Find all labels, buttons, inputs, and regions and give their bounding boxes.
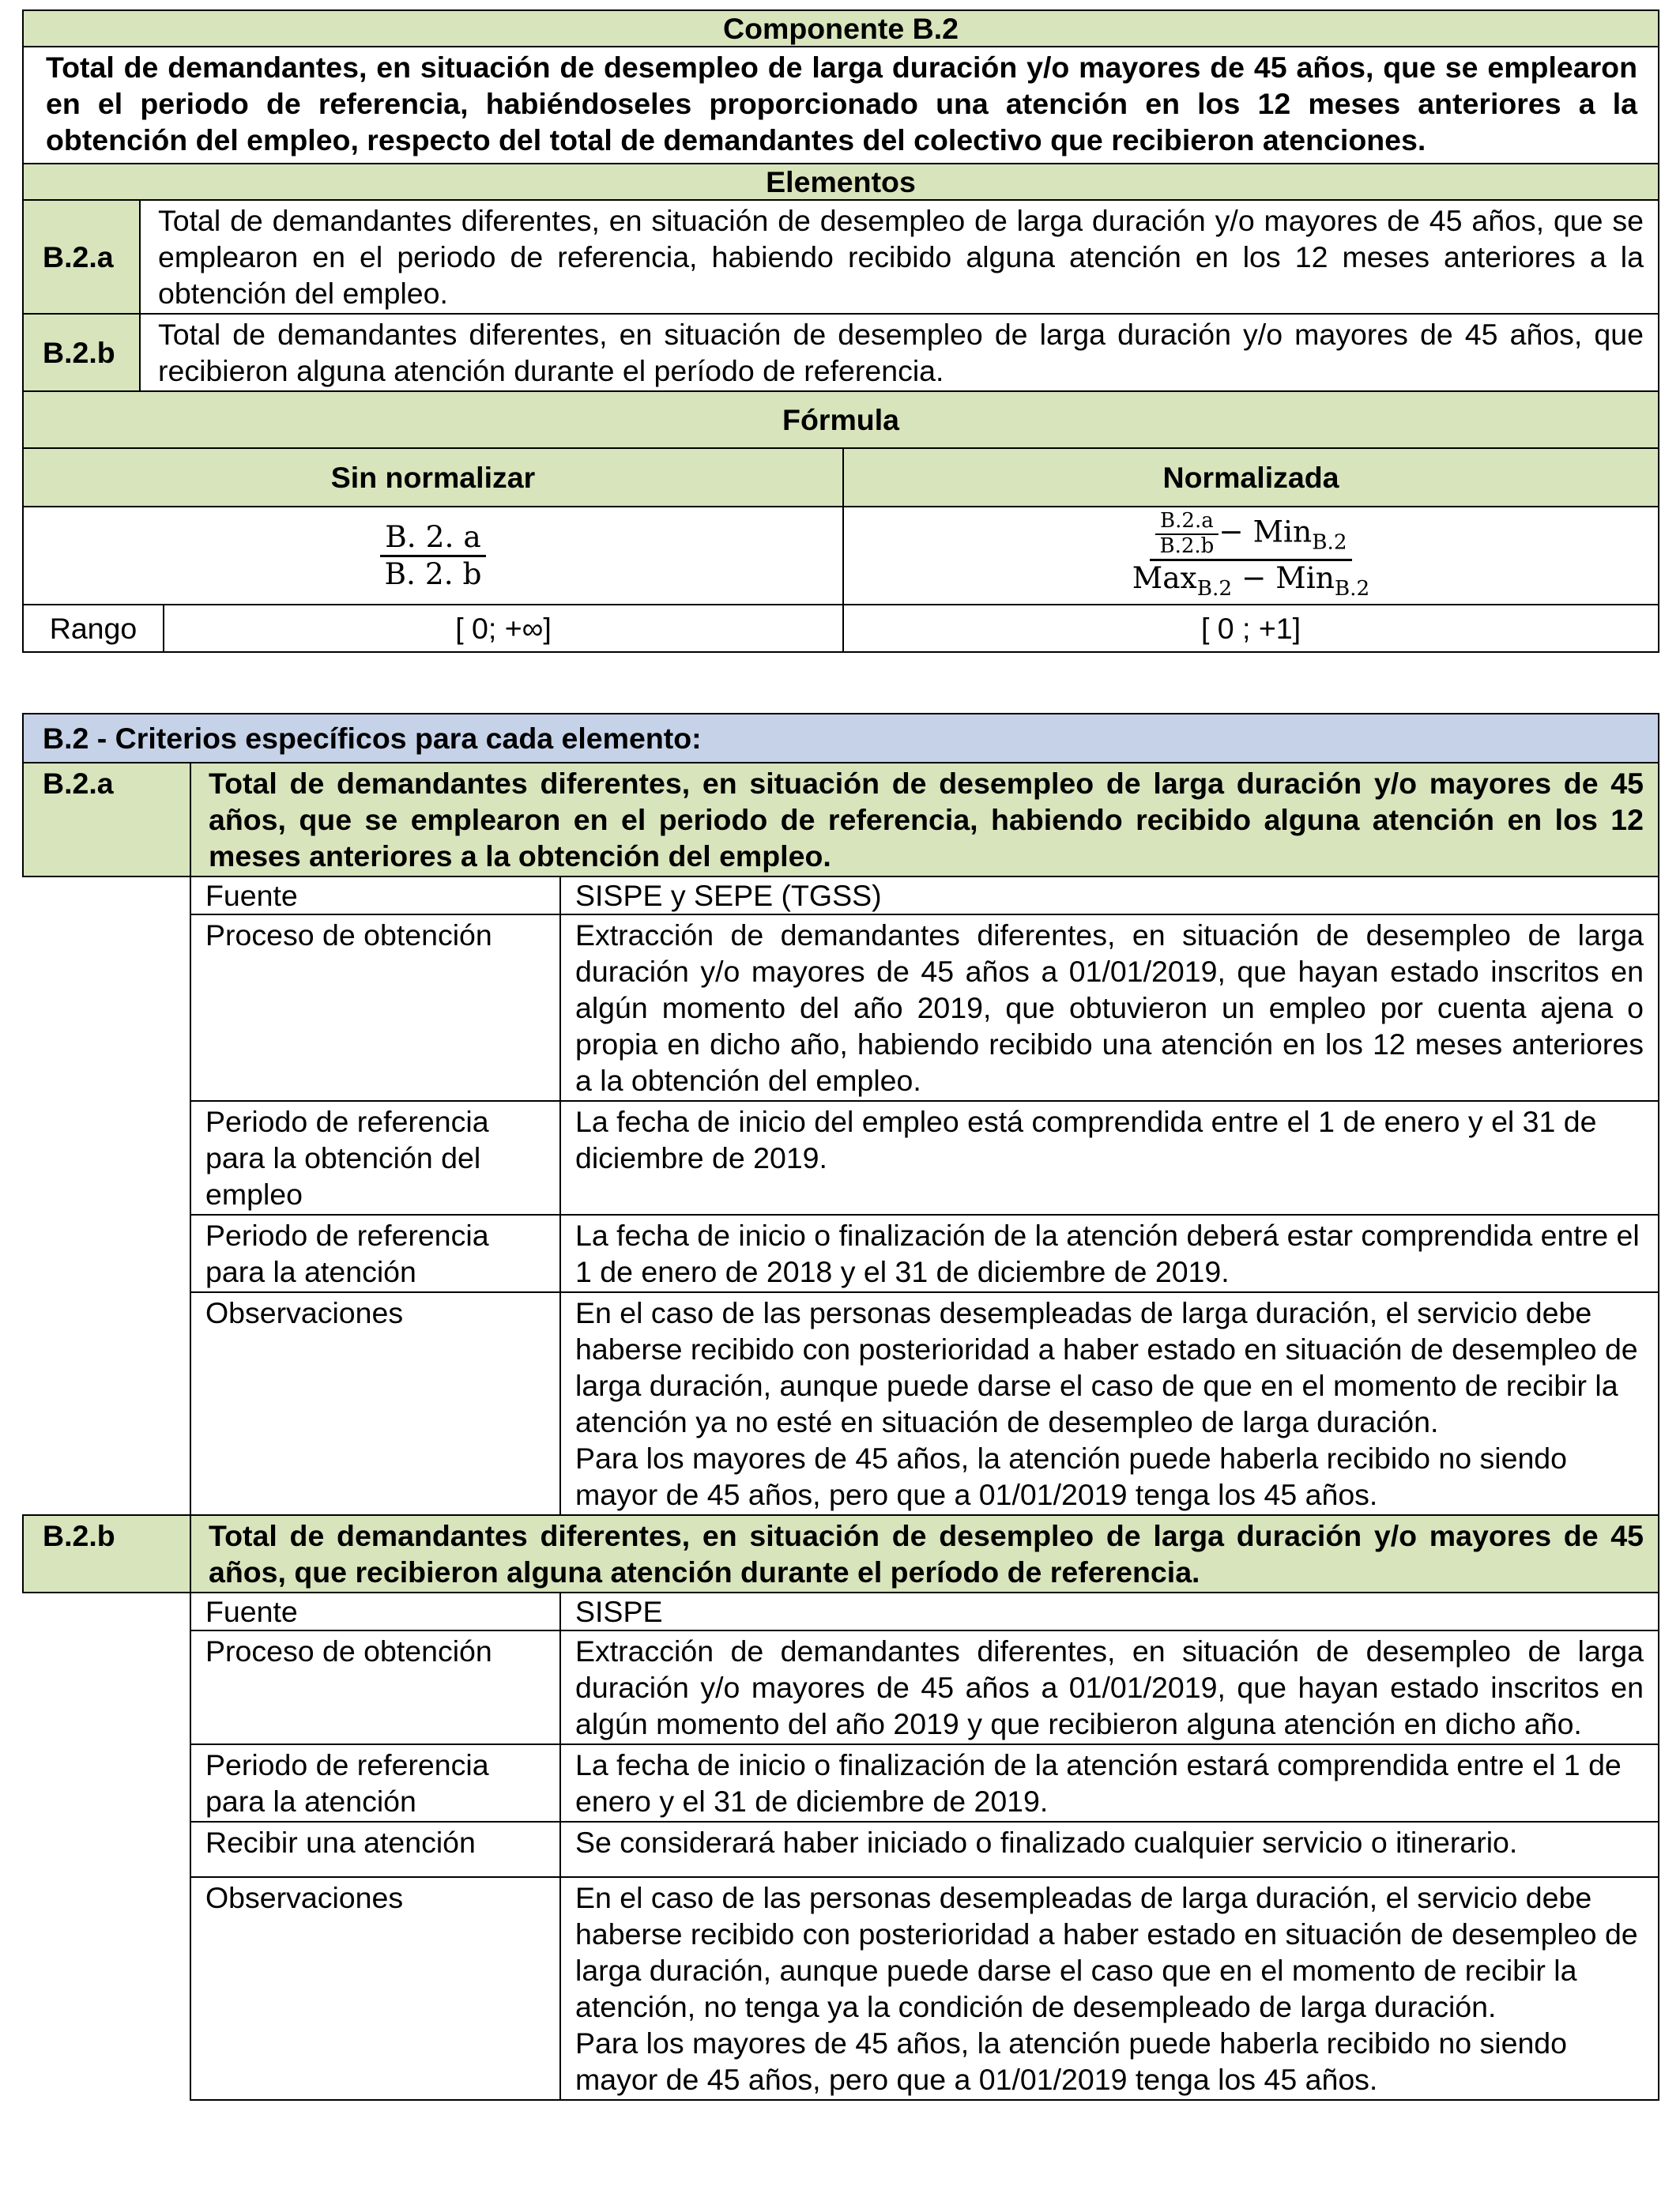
criteria-b-value-notes [560, 1877, 1659, 2100]
criteria-spacer-b [23, 1593, 190, 2100]
formula-minus-min: − Min [1219, 514, 1313, 549]
criteria-spacer-a [23, 876, 190, 1515]
criteria-a-value-source: SISPE y SEPE (TGSS) [560, 876, 1659, 914]
formula-norm-inner-numerator: B.2.a [1155, 510, 1219, 535]
element-text-a: Total de demandantes diferentes, en situación de desempleo de larga duración y/o mayores de 45 años, que se emplearon en el periodo de referencia, habiendo recibido alguna atención en los 12 meses anteriores a la obtención del empleo. [140, 200, 1659, 314]
range-raw: [ 0; +∞] [164, 605, 843, 652]
criteria-b-value-process: Extracción de demandantes diferentes, en situación de desempleo de larga duración y/o mayores de 45 años a 01/01/2019, que hayan estado inscritos en algún momento del año 2019 y que recibieron alguna atención en dicho año. [560, 1630, 1659, 1744]
component-table [22, 9, 1659, 653]
criteria-a-notes-p2: Para los mayores de 45 años, la atención puede haberla recibido no siendo mayor de 45 años, pero que a 01/01/2019 tenga los 45 años. [575, 1442, 1568, 1511]
criteria-a-value-notes [560, 1292, 1659, 1515]
formula-raw-denominator: B. 2. b [384, 556, 482, 591]
criteria-a-label-ref-attention: Periodo de referencia para la atención [190, 1215, 560, 1292]
criteria-a-notes-p1: En el caso de las personas desempleadas de larga duración, el servicio debe haberse recibido con posterioridad a haber estado en situación de desempleo de larga duración, aunque puede darse el caso de que en el momento de recibir la atención ya no esté en situación de desempleo de larga duración. [575, 1296, 1638, 1438]
formula-den-minus-min: − Min [1232, 560, 1335, 596]
criteria-b-label-receive: Recibir una atención [190, 1822, 560, 1877]
formula-raw-numerator: B. 2. a [380, 520, 485, 556]
criteria-a-label-ref-employment: Periodo de referencia para la obtención del empleo [190, 1101, 560, 1215]
elements-heading: Elementos [23, 164, 1659, 200]
criteria-b-value-receive: Se considerará haber iniciado o finalizado cualquier servicio o itinerario. [560, 1822, 1659, 1877]
criteria-b-label-notes: Observaciones [190, 1877, 560, 2100]
formula-max-subscript: B.2 [1196, 577, 1233, 601]
formula-norm-inner-denominator: B.2.b [1159, 534, 1215, 559]
criteria-a-value-ref-attention: La fecha de inicio o finalización de la atención deberá estar comprendida entre el 1 de enero de 2018 y el 31 de diciembre de 2019. [560, 1215, 1659, 1292]
criteria-a-label-source: Fuente [190, 876, 560, 914]
criteria-b-value-ref-attention: La fecha de inicio o finalización de la atención estará comprendida entre el 1 de enero y el 31 de diciembre de 2019. [560, 1744, 1659, 1822]
criteria-code-a: B.2.a [23, 763, 190, 876]
criteria-b-label-ref-attention: Periodo de referencia para la atención [190, 1744, 560, 1822]
col-raw-heading: Sin normalizar [23, 448, 843, 507]
criteria-title-b: Total de demandantes diferentes, en situación de desempleo de larga duración y/o mayores de 45 años, que recibieron alguna atención durante el período de referencia. [190, 1515, 1659, 1593]
component-title: Componente B.2 [23, 10, 1659, 47]
criteria-b-label-process: Proceso de obtención [190, 1630, 560, 1744]
criteria-table [22, 713, 1659, 2101]
criteria-b-notes-p1: En el caso de las personas desempleadas de larga duración, el servicio debe haberse recibido con posterioridad a haber estado en situación de desempleo de larga duración, aunque puede darse el caso que en el momento de recibir la atención, no tenga ya la condición de desempleado de larga duración. [575, 1881, 1638, 2023]
element-text-b: Total de demandantes diferentes, en situación de desempleo de larga duración y/o mayores de 45 años, que recibieron alguna atención durante el período de referencia. [140, 314, 1659, 391]
formula-heading: Fórmula [23, 391, 1659, 448]
formula-min-subscript: B.2 [1312, 531, 1347, 555]
criteria-a-value-ref-employment: La fecha de inicio del empleo está comprendida entre el 1 de enero y el 31 de diciembre de 2019. [560, 1101, 1659, 1215]
criteria-code-b: B.2.b [23, 1515, 190, 1593]
formula-max: Max [1132, 560, 1197, 596]
component-description: Total de demandantes, en situación de desempleo de larga duración y/o mayores de 45 años, que se emplearon en el periodo de referencia, habiéndoseles proporcionado una atención en los 12 meses anteriores a la obtención del empleo, respecto del total de demandantes del colectivo que recibieron atenciones. [23, 47, 1659, 164]
element-code-b: B.2.b [23, 314, 140, 391]
element-code-a: B.2.a [23, 200, 140, 314]
criteria-a-label-process: Proceso de obtención [190, 914, 560, 1101]
criteria-title-a: Total de demandantes diferentes, en situación de desempleo de larga duración y/o mayores de 45 años, que se emplearon en el periodo de referencia, habiendo recibido alguna atención en los 12 meses anteriores a la obtención del empleo. [190, 763, 1659, 876]
formula-den-min-subscript: B.2 [1334, 577, 1370, 601]
formula-normalized [843, 507, 1659, 605]
criteria-b-label-source: Fuente [190, 1593, 560, 1630]
criteria-heading: B.2 - Criterios específicos para cada elemento: [23, 714, 1659, 763]
range-label: Rango [23, 605, 164, 652]
formula-raw [23, 507, 843, 605]
criteria-a-label-notes: Observaciones [190, 1292, 560, 1515]
col-norm-heading: Normalizada [843, 448, 1659, 507]
criteria-a-value-process: Extracción de demandantes diferentes, en situación de desempleo de larga duración y/o mayores de 45 años a 01/01/2019, que hayan estado inscritos en algún momento del año 2019, que obtuvieron un empleo por cuenta ajena o propia en dicho año, habiendo recibido una atención en los 12 meses anteriores a la obtención del empleo. [560, 914, 1659, 1101]
range-norm: [ 0 ; +1] [843, 605, 1659, 652]
criteria-b-notes-p2: Para los mayores de 45 años, la atención puede haberla recibido no siendo mayor de 45 años, pero que a 01/01/2019 tenga los 45 años. [575, 2026, 1568, 2096]
criteria-b-value-source: SISPE [560, 1593, 1659, 1630]
